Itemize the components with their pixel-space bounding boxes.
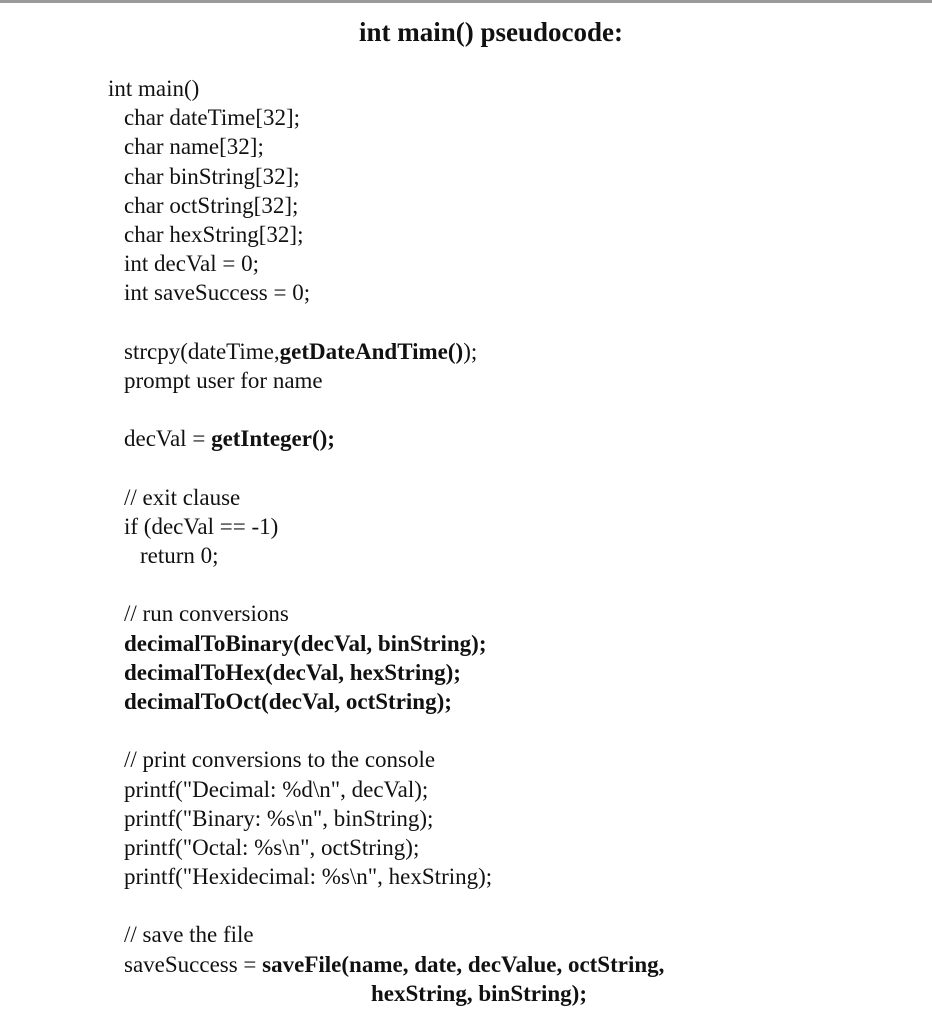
code-line-return: return 0; (140, 543, 219, 568)
code-fragment-decimal-to-binary: decimalToBinary(decVal, binString); (124, 630, 487, 656)
code-line-decl-octstring: char octString[32]; (124, 192, 299, 218)
code-comment-save-file: // save the file (124, 922, 254, 948)
code-line-decl-name: char name[32]; (124, 134, 264, 160)
code-line-if-exit: if (decVal == -1) (124, 513, 279, 539)
code-fragment-strcpy-end: ); (463, 338, 478, 364)
code-comment-exit-clause: // exit clause (124, 484, 241, 510)
code-line-printf-binary: printf("Binary: %s\n", binString); (124, 805, 434, 831)
code-line-printf-octal: printf("Octal: %s\n", octString); (124, 834, 420, 860)
code-line-prompt-name: prompt user for name (124, 367, 323, 393)
code-line-decimal-to-binary (108, 629, 908, 658)
code-line-save-file (108, 950, 908, 979)
code-fragment-savesuccess-assign: saveSuccess = (124, 951, 263, 977)
code-line-decl-decval: int decVal = 0; (124, 251, 259, 277)
code-fragment-decimal-to-oct: decimalToOct(decVal, octString); (124, 688, 452, 714)
top-rule (0, 0, 932, 3)
code-comment-run-conversions: // run conversions (124, 601, 289, 627)
blank-line (108, 395, 908, 424)
blank-line (108, 891, 908, 920)
page-title: int main() pseudocode: (358, 17, 623, 47)
code-line-decimal-to-hex (108, 658, 908, 687)
blank-line (108, 570, 908, 599)
blank-line (108, 308, 908, 337)
code-fragment-getdateandtime: getDateAndTime() (279, 338, 464, 364)
code-line-decl-datetime: char dateTime[32]; (124, 105, 301, 131)
code-fragment-decimal-to-hex: decimalToHex(decVal, hexString); (124, 659, 461, 685)
code-line-decl-savesuccess: int saveSuccess = 0; (124, 280, 311, 306)
code-line-get-integer (108, 424, 908, 453)
code-line-decl-hexstring: char hexString[32]; (124, 221, 304, 247)
pseudocode-block (108, 74, 908, 1008)
code-line-printf-decimal: printf("Decimal: %d\n", decVal); (124, 776, 429, 802)
code-line-strcpy (108, 337, 908, 366)
code-line-decl-binstring: char binString[32]; (124, 163, 300, 189)
code-line-save-file-continued (108, 979, 908, 1008)
code-fragment-decval-assign: decVal = (124, 426, 212, 452)
code-line-printf-hex: printf("Hexidecimal: %s\n", hexString); (124, 864, 493, 890)
code-fragment-savefile-call: saveFile(name, date, decValue, octString, (262, 951, 665, 977)
code-fragment-strcpy: strcpy(dateTime, (124, 338, 280, 364)
blank-line (108, 453, 908, 482)
code-fragment-getinteger: getInteger() (211, 426, 328, 452)
code-fragment-semicolon: ; (327, 426, 335, 452)
code-line-decimal-to-oct (108, 687, 908, 716)
code-fragment-savefile-args: hexString, binString); (371, 980, 587, 1006)
blank-line (108, 716, 908, 745)
code-comment-print-conversions: // print conversions to the console (124, 747, 436, 773)
code-line-main-signature: int main() (108, 76, 200, 101)
